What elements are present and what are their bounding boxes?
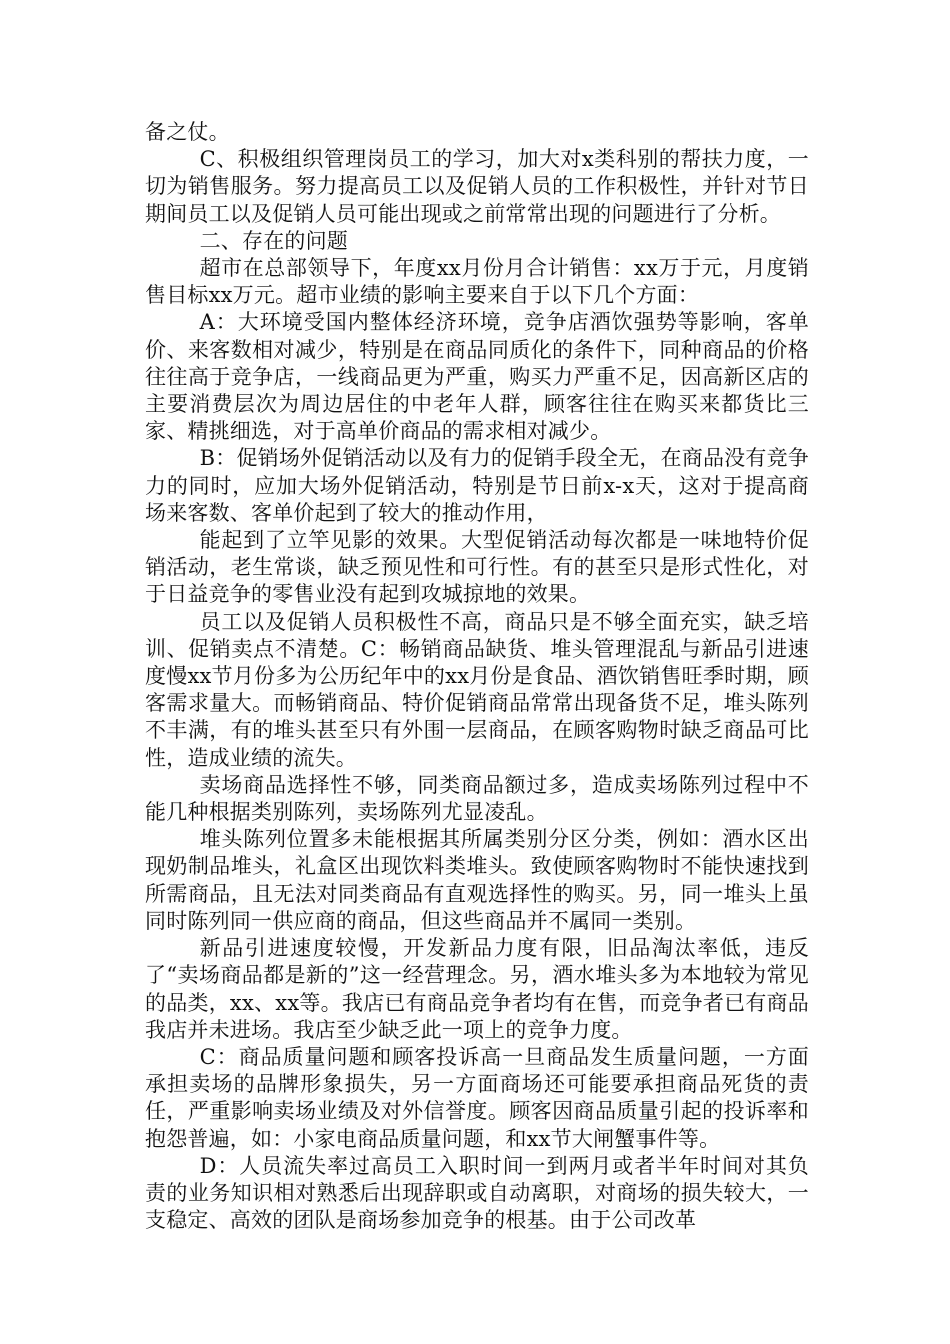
paragraph-point-c-stockout: 员工以及促销人员积极性不高，商品只是不够全面充实，缺乏培训、促销卖点不清楚。C：畅销商品缺货、堆头管理混乱与新品引进速度慢xx节月份多为公历纪年中的xx月份是食品、酒饮销售旺季时期，顾客需求量大。而畅销商品、特价促销商品常常出现备货不足，堆头陈列不丰满，有的堆头甚至只有外围一层商品，在顾客购物时缺乏商品可比性，造成业绩的流失。: [145, 609, 809, 770]
paragraph-new-products: 新品引进速度较慢，开发新品力度有限，旧品淘汰率低，违反了“卖场商品都是新的”这一经营理念。另，酒水堆头多为本地较为常见的品类，xx、xx等。我店已有商品竞争者均有在售，而竞争者已有商品我店并未进场。我店至少缺乏此一项上的竞争力度。: [145, 936, 809, 1042]
paragraph-point-c-quality: C：商品质量问题和顾客投诉高一旦商品发生质量问题，一方面承担卖场的品牌形象损失，另一方面商场还可能要承担商品死货的责任，严重影响卖场业绩及对外信誉度。顾客因商品质量引起的投诉率和抱怨普遍，如：小家电商品质量问题，和xx节大闸蟹事件等。: [145, 1044, 809, 1151]
paragraph-point-a: A：大环境受国内整体经济环境，竞争店酒饮强势等影响，客单价、来客数相对减少，特别是在商品同质化的条件下，同种商品的价格往往高于竞争店，一线商品更为严重，购买力严重不足，因高新区店的主要消费层次为周边居住的中老年人群，顾客往往在购买来都货比三家、精挑细选，对于高单价商品的需求相对减少。: [145, 310, 809, 444]
paragraph-display-position: 堆头陈列位置多未能根据其所属类别分区分类，例如：酒水区出现奶制品堆头，礼盒区出现饮料类堆头。致使顾客购物时不能快速找到所需商品，且无法对同类商品有直观选择性的购买。另，同一堆头上虽同时陈列同一供应商的商品，但这些商品并不属同一类别。: [145, 827, 809, 933]
paragraph-point-b: B：促销场外促销活动以及有力的促销手段全无，在商品没有竞争力的同时，应加大场外促销活动，特别是节日前x-x天，这对于提高商场来客数、客单价起到了较大的推动作用，: [145, 446, 809, 525]
paragraph-promotion-effect: 能起到了立竿见影的效果。大型促销活动每次都是一味地特价促销活动，老生常谈，缺乏预见性和可行性。有的甚至只是形式性化，对于日益竞争的零售业没有起到攻城掠地的效果。: [145, 528, 809, 607]
section-heading-problems: 二、存在的问题: [199, 228, 348, 253]
paragraph-sales-summary: 超市在总部领导下，年度xx月份月合计销售：xx万于元，月度销售目标xx万元。超市业绩的影响主要来自于以下几个方面：: [145, 256, 809, 308]
paragraph-staff-training: C、积极组织管理岗员工的学习，加大对x类科别的帮扶力度，一切为销售服务。努力提高员工以及促销人员的工作积极性，并针对节日期间员工以及促销人员可能出现或之前常常出现的问题进行了分析。: [145, 147, 809, 226]
paragraph-continuation: 备之仗。: [145, 120, 230, 144]
document-body: [145, 119, 809, 1234]
paragraph-selection: 卖场商品选择性不够，同类商品额过多，造成卖场陈列过程中不能几种根据类别陈列，卖场陈列尤显凌乱。: [145, 772, 809, 825]
paragraph-point-d-turnover: D：人员流失率过高员工入职时间一到两月或者半年时间对其负责的业务知识相对熟悉后出现辞职或自动离职，对商场的损失较大，一支稳定、高效的团队是商场参加竞争的根基。由于公司改革: [145, 1153, 809, 1233]
